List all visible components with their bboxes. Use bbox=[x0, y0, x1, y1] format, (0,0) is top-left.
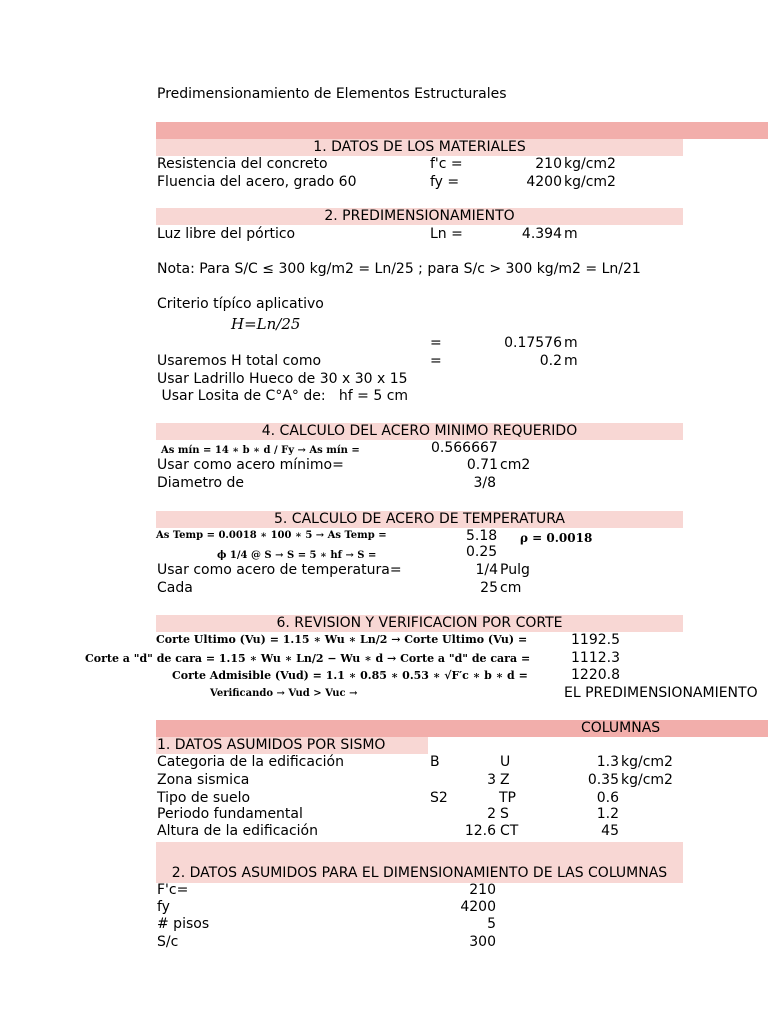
spacing-formula: ϕ 1/4 @ S → S = 5 ∗ hf → S = bbox=[217, 550, 377, 561]
sismo-row-a: S2 bbox=[430, 790, 448, 806]
as-min-formula: As mín = 14 ∗ b ∗ d / Fy → As mín = bbox=[161, 445, 360, 456]
sismo-row-c: TP bbox=[499, 790, 516, 806]
height-formula: H=Ln/25 bbox=[231, 315, 301, 333]
luz-value: 4.394 bbox=[521, 226, 562, 242]
dim-row-value: 300 bbox=[469, 934, 496, 950]
section-4-header: 4. CALCULO DEL ACERO MINIMO REQUERIDO bbox=[261, 423, 578, 439]
dim-row-value: 210 bbox=[469, 882, 496, 898]
sismo-row-d: 1.3 bbox=[596, 754, 619, 770]
corte-d-value: 1112.3 bbox=[571, 650, 620, 666]
cada-value: 25 bbox=[480, 580, 498, 596]
row-label: Resistencia del concreto bbox=[157, 156, 328, 172]
row-label: Fluencia del acero, grado 60 bbox=[157, 174, 357, 190]
row-value: 4200 bbox=[526, 174, 562, 190]
luz-symbol: Ln = bbox=[430, 226, 463, 242]
sismo-row-label: Tipo de suelo bbox=[157, 790, 251, 806]
ladrillo-text: Usar Ladrillo Hueco de 30 x 30 x 15 bbox=[157, 371, 408, 387]
sismo-row-label: Periodo fundamental bbox=[157, 806, 303, 822]
cada-unit: cm bbox=[500, 580, 522, 596]
sismo-header: 1. DATOS ASUMIDOS POR SISMO bbox=[157, 737, 386, 753]
sismo-row-e: kg/cm2 bbox=[621, 772, 673, 788]
usaremos-value: 0.2 bbox=[539, 353, 562, 369]
row-unit: kg/cm2 bbox=[564, 156, 616, 172]
columnas-header: COLUMNAS bbox=[581, 720, 661, 736]
usaremos-label: Usaremos H total como bbox=[157, 353, 322, 369]
section-1-header: 1. DATOS DE LOS MATERIALES bbox=[313, 139, 526, 155]
luz-unit: m bbox=[564, 226, 578, 242]
corte-admisible-value: 1220.8 bbox=[571, 667, 620, 683]
dim-row-value: 5 bbox=[487, 916, 496, 932]
acero-min-value: 0.71 bbox=[466, 457, 498, 473]
verificando-formula: Verificando → Vud > Vuc → bbox=[210, 688, 358, 699]
acero-min-label: Usar como acero mínimo= bbox=[157, 457, 344, 473]
row-value: 210 bbox=[535, 156, 562, 172]
losita-text: Usar Losita de C°A° de: hf = 5 cm bbox=[157, 388, 409, 404]
sismo-row-c: CT bbox=[500, 823, 519, 839]
dim-row-label: fy bbox=[157, 899, 170, 915]
cada-label: Cada bbox=[157, 580, 193, 596]
sismo-row-b: 3 bbox=[487, 772, 496, 788]
criterio-text: Criterio típíco aplicativo bbox=[157, 296, 324, 312]
temp-value: 1/4 bbox=[475, 562, 498, 578]
temp-label: Usar como acero de temperatura= bbox=[157, 562, 402, 578]
sismo-row-label: Categoria de la edificación bbox=[157, 754, 344, 770]
diametro-label: Diametro de bbox=[157, 475, 244, 491]
page-title: Predimensionamiento de Elementos Estructurales bbox=[157, 86, 507, 102]
corte-d-formula: Corte a "d" de cara = 1.15 ∗ Wu ∗ Ln/2 − Wu ∗ d → Corte a "d" de cara = bbox=[85, 652, 531, 665]
as-min-value: 0.566667 bbox=[431, 440, 498, 456]
sismo-row-d: 0.35 bbox=[587, 772, 619, 788]
dim-row-label: S/c bbox=[157, 934, 179, 950]
decorative-band bbox=[156, 122, 768, 139]
nota-text: Nota: Para S/C ≤ 300 kg/m2 = Ln/25 ; para S/c > 300 kg/m2 = Ln/21 bbox=[157, 261, 641, 277]
result-unit: m bbox=[564, 335, 578, 351]
result-value: 0.17576 bbox=[504, 335, 562, 351]
columnas-band bbox=[156, 720, 768, 737]
sismo-row-c: S bbox=[500, 806, 509, 822]
dim-row-label: F'c= bbox=[157, 882, 189, 898]
sismo-row-d: 45 bbox=[601, 823, 619, 839]
sismo-row-label: Zona sismica bbox=[157, 772, 250, 788]
acero-min-unit: cm2 bbox=[500, 457, 531, 473]
sismo-row-label: Altura de la edificación bbox=[157, 823, 318, 839]
usaremos-symbol: = bbox=[430, 353, 442, 369]
sismo-row-d: 1.2 bbox=[596, 806, 619, 822]
sismo-row-e: kg/cm2 bbox=[621, 754, 673, 770]
section-5-header: 5. CALCULO DE ACERO DE TEMPERATURA bbox=[273, 511, 565, 527]
sismo-row-a: B bbox=[430, 754, 440, 770]
dim-header: 2. DATOS ASUMIDOS PARA EL DIMENSIONAMIENTO DE LAS COLUMNAS bbox=[171, 865, 668, 881]
as-temp-formula: As Temp = 0.0018 ∗ 100 ∗ 5 → As Temp = bbox=[156, 530, 387, 541]
temp-unit: Pulg bbox=[500, 562, 530, 578]
rho-formula: ρ = 0.0018 bbox=[520, 531, 593, 545]
section-6-header: 6. REVISION Y VERIFICACION POR CORTE bbox=[276, 615, 563, 631]
verification-result: EL PREDIMENSIONAMIENTO bbox=[564, 685, 758, 701]
dim-row-value: 4200 bbox=[460, 899, 496, 915]
corte-admisible-formula: Corte Admisible (Vud) = 1.1 ∗ 0.85 ∗ 0.53 ∗ √F′c ∗ b ∗ d = bbox=[172, 669, 528, 682]
section-2-header: 2. PREDIMENSIONAMIENTO bbox=[324, 208, 515, 224]
sismo-row-d: 0.6 bbox=[596, 790, 619, 806]
usaremos-unit: m bbox=[564, 353, 578, 369]
row-unit: kg/cm2 bbox=[564, 174, 616, 190]
corte-ultimo-formula: Corte Ultimo (Vu) = 1.15 ∗ Wu ∗ Ln/2 → Corte Ultimo (Vu) = bbox=[156, 633, 528, 646]
row-symbol: f'c = bbox=[430, 156, 463, 172]
sismo-row-c: U bbox=[500, 754, 511, 770]
diametro-value: 3/8 bbox=[473, 475, 496, 491]
row-symbol: fy = bbox=[430, 174, 460, 190]
sismo-row-b: 2 bbox=[487, 806, 496, 822]
spacing-value: 0.25 bbox=[466, 544, 498, 560]
corte-ultimo-value: 1192.5 bbox=[571, 632, 620, 648]
result-symbol: = bbox=[430, 335, 442, 351]
luz-label: Luz libre del pórtico bbox=[157, 226, 296, 242]
sismo-row-b: 12.6 bbox=[464, 823, 496, 839]
dim-row-label: # pisos bbox=[157, 916, 210, 932]
sismo-row-c: Z bbox=[500, 772, 510, 788]
as-temp-value: 5.18 bbox=[466, 528, 498, 544]
